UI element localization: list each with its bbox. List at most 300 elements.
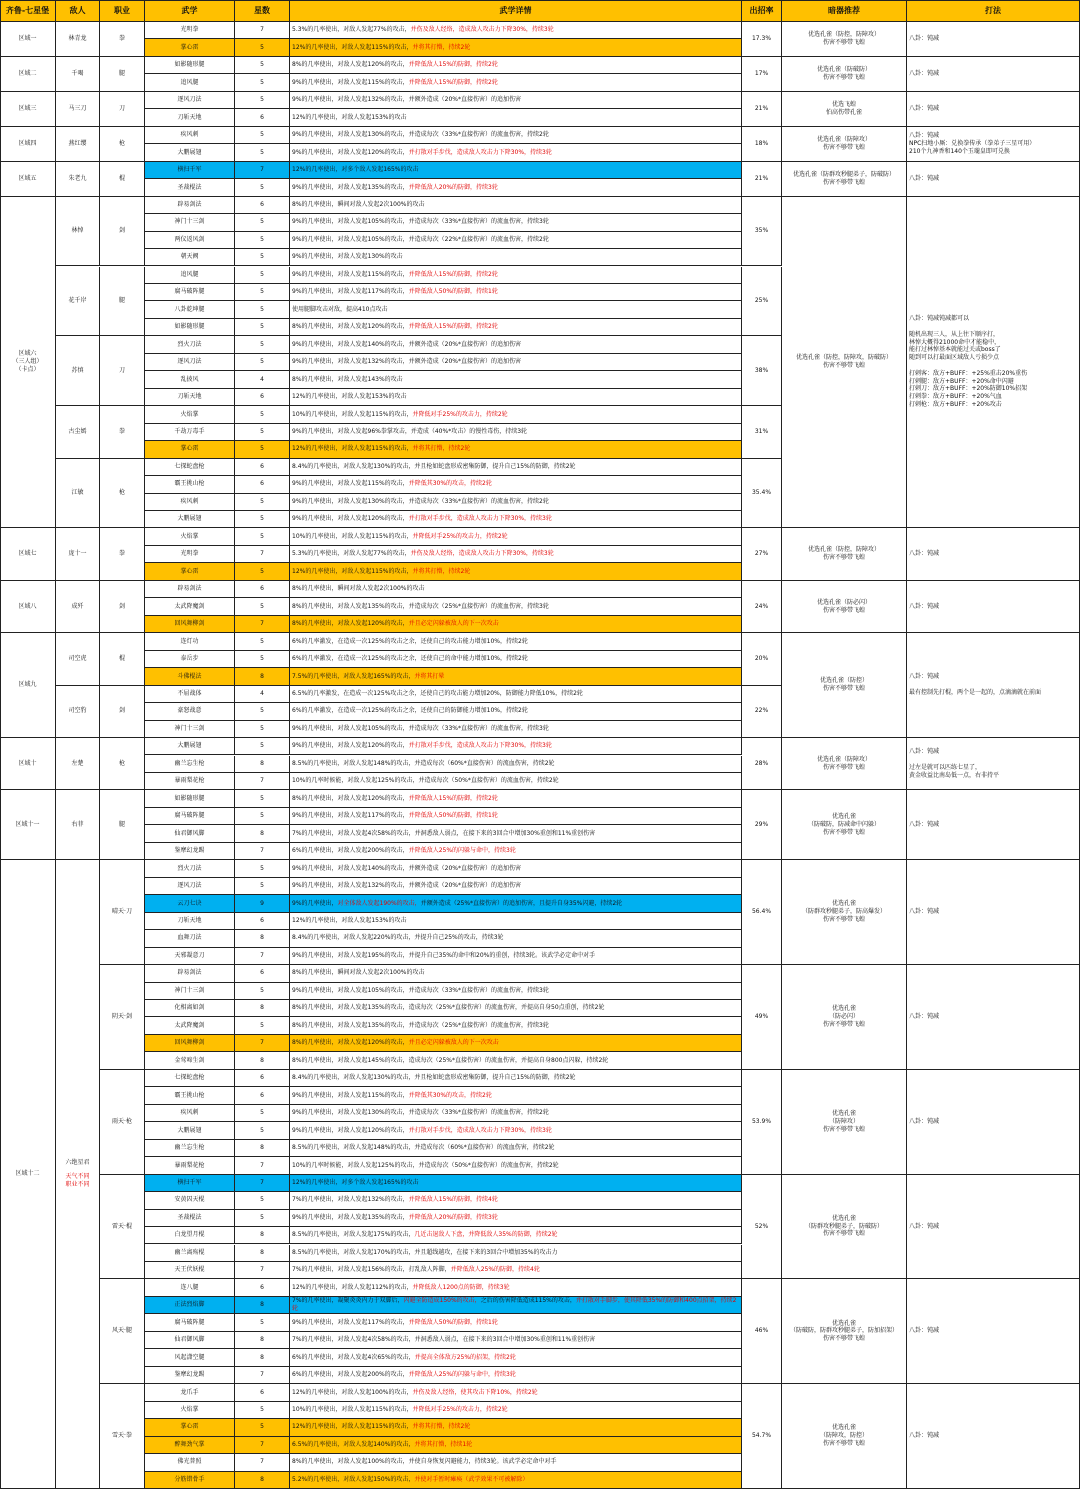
skill-name: 两仪返风剑 [145,232,235,249]
skill-desc: 5.3%的几率使出，对敌人发起77%的攻击， [292,26,411,34]
skill-name: 朝天阙 [145,249,235,266]
skill-name: 逐风刀法 [145,92,235,109]
skill-stars: 5 [235,633,290,650]
skill-detail-text [292,428,527,436]
skill-effect: 并伤及敌人经络，造成敌人攻击力下降30%，持续3轮 [410,26,554,34]
job-label: 拳 [100,528,145,580]
anqi-recommendation: 优选孔雀 （防破防，防减命中闪躲） 伤害不够带飞蝗 [782,790,907,860]
skill-desc: 8.4%的几率使出，对敌人发起220%的攻击，并提升自己25%的攻击，持续3轮 [292,934,504,942]
skill-desc: 12%的几率使出，对敌人发起153%的攻击 [292,113,407,121]
region-label: 区域十 [0,738,56,790]
skill-name: 七探蛇盘枪 [145,459,235,476]
skill-stars: 6 [235,1279,290,1296]
skill-detail-text [292,620,499,628]
skill-desc: 9%的几率使出，对敌人发起135%的攻击， [292,183,409,191]
skill-stars: 7 [235,616,290,633]
skill-name: 辟易剑法 [145,581,235,598]
enemy-name: 右菲 [56,790,100,860]
skill-name: 火焰掌 [145,1402,235,1419]
skill-stars: 5 [235,598,290,615]
skill-stars: 7 [235,1437,290,1454]
skill-detail-text [292,1074,576,1082]
skill-desc: 9%的几率使出，对敌人发起132%的攻击，并额外造成（20%*直接伤害）的追加伤害 [292,882,522,890]
skill-detail [290,424,742,441]
appear-rate: 17% [742,57,782,92]
skill-desc: 10%的几率使出，对敌人发起115%的攻击， [292,1406,413,1413]
skill-name: 龙爪手 [145,1384,235,1401]
job-label: 枪 [100,738,145,790]
appear-rate: 53.9% [742,1070,782,1175]
skill-detail-text [292,166,419,174]
enemy-name: 林青龙 [56,22,100,57]
skill-name: 横扫千军 [145,1175,235,1192]
strategy-text: 八卦：钝减 [907,57,1080,92]
skill-detail-text [292,1458,557,1466]
job-label: 腿 [100,790,145,860]
skill-detail [290,127,742,144]
skill-desc: 8.4%的几率使出，对敌人发起130%的攻击，并且枪如蛇盘形成密集防御，提升自己15%的防御，持续2轮 [292,462,576,470]
appear-rate: 56.4% [742,860,782,965]
strategy-text: 八卦：钝减 [907,22,1080,57]
skill-effect: 并降低敌人20%的防御，持续3轮 [408,183,498,191]
skill-name: 烈火刀法 [145,860,235,877]
skill-detail-text [292,376,403,384]
skill-detail-text [292,690,583,698]
skill-desc: 8%的几率使出，瞬间对敌人发起2次100%的攻击 [292,200,425,208]
skill-name: 辟易剑法 [145,197,235,214]
skill-desc: 9%的几率使出， [292,899,338,907]
skill-detail [290,633,742,650]
enemy-name: 燕红缨 [56,127,100,162]
anqi-recommendation: 优选孔雀 （防必闪） 伤害不够带飞蝗 [782,965,907,1070]
skill-detail [290,406,742,423]
skill-desc: 8%的几率使出，对敌人发起135%的攻击，造成每次（25%*直接伤害）的流血伤害，并提高自身50点重创，持续2轮 [292,1004,605,1012]
skill-stars: 7 [235,162,290,179]
skill-desc: 12%的几率使出，对敌人发起115%的攻击， [292,1423,413,1431]
skill-desc: 6.5%的几率使出，对敌人发起140%的攻击， [292,1440,415,1448]
skill-detail [290,371,742,388]
skill-name: 大鹏展翅 [145,511,235,528]
skill-desc: 9%的几率使出，对敌人发起130%的攻击 [292,253,403,261]
anqi-recommendation: 优选孔雀 （防群攻秒腿弟子，防高爆发） 伤害不够带飞蝗 [782,860,907,965]
skill-detail-text [292,550,554,558]
skill-desc: 8%的几率使出，对敌人发起120%的攻击， [292,794,409,802]
skill-stars: 8 [235,1332,290,1349]
skill-detail [290,825,742,842]
skill-desc: 10%的几率时候能，对敌人发起125%的攻击，并造成每次（50%*直接伤害）的流血伤害，持续2轮 [292,777,559,785]
skill-name: 掌心雷 [145,1419,235,1436]
skill-desc: 8.5%的几率使出，对敌人发起170%的攻击，并且超线越攻，在接下来的3回合中增加35%的攻击力 [292,1248,558,1256]
job-label: 刀 [100,336,145,406]
strategy-text: 八卦：钝减 [907,581,1080,633]
region-label: 区域四 [0,127,56,162]
skill-detail [290,686,742,703]
skill-name: 大鹏展翅 [145,738,235,755]
skill-detail-text [292,812,498,820]
column-header: 星数 [235,0,290,22]
skill-effect: 并使对手暂时瘫痪（武学效果不可被解除） [414,1475,529,1483]
skill-name: 掌心雷 [145,441,235,458]
job-label: 雨天·枪 [100,1070,145,1175]
skill-stars: 5 [235,738,290,755]
skill-detail-text [292,184,498,192]
column-header: 职业 [100,0,145,22]
strategy-text: 八卦：钝减 NPC扫地小厮：兑换拳传承（拳弟子三星可用） 210个九神香和140个玉瓏皇即可兑换 [907,127,1080,162]
skill-detail-text [292,969,425,977]
skill-detail [290,476,742,493]
skill-effect: 并提高全体敌方25%的招架，持续2轮 [414,1353,516,1361]
skill-effect: 并降低敌人15%的防御，持续2轮 [408,794,498,802]
skill-name: 如影随形腿 [145,790,235,807]
skill-desc: 8%的几率使出，瞬间对敌人发起2次100%的攻击 [292,969,425,977]
skill-effect: 并降低其30%的攻击，持续2轮 [408,480,492,488]
skill-desc: 8%的几率使出，对敌人发起135%的攻击，并造成每次（25%*直接伤害）的流血伤害，持续3轮 [292,602,549,610]
skill-effect: 并伤及敌人经络，使其攻击下降10%，持续2轮 [412,1388,538,1396]
skill-effect: 并降低敌人50%的防御，持续1轮 [408,1318,498,1326]
job-label: 枪 [100,127,145,162]
skill-desc: 7%的几率使出，对敌人发起132%的攻击， [292,1196,409,1204]
skill-desc: 8.5%的几率使出，对敌人发起148%的攻击，并造成每次（60%*直接伤害）的流血伤害，持续2轮 [292,759,555,767]
skill-detail-text [292,1127,552,1135]
skill-detail [290,389,742,406]
skill-stars: 5 [235,983,290,1000]
skill-detail-text [292,1371,516,1379]
skill-desc: 9%的几率使出，对敌人发起117%的攻击， [292,288,409,296]
skill-stars: 5 [235,406,290,423]
skill-stars: 5 [235,494,290,511]
column-header: 敌人 [56,0,100,22]
skill-stars: 5 [235,57,290,74]
skill-effect: 并降低对手25%的攻击力，持续2轮 [412,410,508,418]
skill-detail [290,1454,742,1471]
region-label: 区域十二 [0,860,56,1489]
skill-detail-text [292,707,528,715]
skill-name: 大鹏展翅 [145,1122,235,1139]
skill-detail [290,738,742,755]
skill-detail-text [292,1336,595,1344]
anqi-recommendation: 优选孔雀（防障攻） 伤害不够带飞蝗 [782,738,907,790]
skill-stars: 5 [235,790,290,807]
skill-detail [290,1227,742,1244]
region-label: 区域三 [0,92,56,127]
skill-detail-text [292,952,595,960]
skill-detail [290,1210,742,1227]
skill-name: 刀斩天地 [145,389,235,406]
skill-name: 云刀七诀 [145,895,235,912]
enemy-name: 司空虎 [56,633,100,685]
skill-desc: 9%的几率使出，对敌人发起140%的攻击，并额外造成（20%*直接伤害）的追加伤害 [292,340,522,348]
skill-desc: 6%的几率激发，在造成一次125%的攻击之余，还使自己的命中能力增加10%，持续2轮 [292,655,528,663]
skill-detail-text [292,1231,558,1239]
skill-desc: 6%的几率使出，对敌人发起200%的攻击， [292,847,409,855]
skill-stars: 7 [235,843,290,860]
skill-detail-text [292,358,521,366]
skill-desc: 9%的几率使出，对敌人发起117%的攻击， [292,1318,409,1326]
skill-stars: 6 [235,1070,290,1087]
skill-stars: 7 [235,1157,290,1174]
skill-detail [290,354,742,371]
skill-name: 千劫万毒手 [145,424,235,441]
skill-detail [290,1262,742,1279]
skill-desc: 7%的几率使出，对敌人发起4次58%的攻击，并洞悉敌人弱点，在接下来的3回合中增加30%重创和11%重创伤害 [292,1336,596,1344]
job-label: 拳 [100,406,145,458]
skill-desc: 10%的几率时候能，对敌人发起125%的攻击，并造成每次（50%*直接伤害）的流血伤害，持续2轮 [292,1161,559,1169]
skill-detail-text [292,201,425,209]
skill-detail-text [292,795,498,803]
column-header: 暗器推荐 [782,0,907,22]
skill-detail-text [292,1266,540,1274]
skill-desc: 7%的几率使出，凝聚炎炎内力于双脚后， [292,1297,404,1305]
appear-rate: 54.7% [742,1384,782,1489]
appear-rate: 31% [742,406,782,458]
skill-name: 斗佛棍法 [145,668,235,685]
skill-desc: 8%的几率使出，对敌人发起120%的攻击， [292,323,409,331]
skill-detail [290,1332,742,1349]
skill-desc-extra: 之后的伤害降低造成115%的攻击， [480,1297,576,1305]
skill-detail-text [292,1423,470,1431]
skill-detail-text [292,411,508,419]
skill-name: 鉴摩幻龙踢 [145,1367,235,1384]
skill-stars: 8 [235,1227,290,1244]
skill-detail-text [292,44,470,52]
appear-rate: 27% [742,528,782,580]
skill-detail-text [292,341,521,349]
skill-stars: 5 [235,354,290,371]
skill-detail [290,494,742,511]
skill-name: 仙君御风脚 [145,1332,235,1349]
skill-detail-text [292,480,492,488]
enemy-name: 司空豹 [56,686,100,738]
region-label: 区域六 （三人组） （卡点） [0,197,56,529]
appear-rate: 21% [742,92,782,127]
skill-desc: 12%的几率使出，对敌人发起112%的攻击， [292,1283,413,1291]
skill-stars: 5 [235,179,290,196]
skill-detail-text [292,568,470,576]
job-label: 枪 [100,459,145,529]
skill-desc: 10%的几率使出，对敌人发起115%的攻击， [292,532,413,540]
skill-name: 掌心雷 [145,563,235,580]
skill-name: 分筋错骨手 [145,1472,235,1489]
skill-detail [290,1017,742,1034]
skill-detail [290,1122,742,1139]
skill-name: 腐马破阵腿 [145,1314,235,1331]
job-label: 棍 [100,162,145,197]
skill-desc: 12%的几率使出，对敌人发起153%的攻击 [292,393,407,401]
skill-stars: 5 [235,651,290,668]
skill-desc: 9%的几率使出，对敌人发起120%的攻击， [292,1126,409,1134]
skill-name: 泰岳步 [145,651,235,668]
skill-name: 圣裁棍法 [145,1210,235,1227]
skill-effect: 并降低敌人15%的防御，持续2轮 [408,61,498,69]
skill-stars: 5 [235,39,290,56]
skill-effect: 并降低敌人25%的闪躲与命中，持续3轮 [408,847,516,855]
skill-detail [290,965,742,982]
skill-name: 连灯功 [145,633,235,650]
anqi-recommendation: 优选孔雀 （防障攻） 伤害不够带飞蝗 [782,1070,907,1175]
enemy-name: 林悼 [56,197,100,267]
skill-detail [290,1419,742,1436]
skill-name: 如影随形腿 [145,57,235,74]
skill-name: 豪怒战意 [145,703,235,720]
skill-effect: 并降低敌人25%的防御，持续4轮 [450,1266,540,1274]
skill-name: 太武降魔剑 [145,598,235,615]
skill-detail [290,546,742,563]
enemy-name: 马三刀 [56,92,100,127]
skill-stars: 5 [235,249,290,266]
skill-detail-text [292,655,528,663]
appear-rate: 20% [742,633,782,685]
skill-name: 疾风刺 [145,127,235,144]
skill-detail [290,1314,742,1331]
skill-stars: 5 [235,144,290,161]
anqi-recommendation: 优选孔雀（防障攻） 伤害不够带飞蝗 [782,127,907,162]
anqi-recommendation: 优选孔雀（防群攻秒腿弟子，防破防） 伤害不够带飞蝗 [782,162,907,197]
appear-rate: 52% [742,1175,782,1280]
skill-effect: 并降低敌人15%的防御，持续2轮 [408,270,498,278]
skill-detail [290,528,742,545]
skill-detail [290,39,742,56]
strategy-text: 八卦：钝减 [907,790,1080,860]
skill-detail-text [292,323,498,331]
skill-detail [290,232,742,249]
skill-effect: 并降低敌人15%的防御，持续2轮 [408,323,498,331]
appear-rate: 46% [742,1279,782,1384]
skill-stars: 9 [235,895,290,912]
skill-effect-extra: 并打散对手脚步，使其降低35%的防御和400点招架，持续2轮 [292,1297,737,1313]
skill-detail [290,1367,742,1384]
skill-effect: 几近击退敌人下盘，并降低敌人35%的防御，持续2轮 [414,1231,558,1239]
job-label: 刀 [100,92,145,127]
skill-name: 疾风刺 [145,494,235,511]
skill-detail [290,895,742,912]
job-label: 晴天·刀 [100,860,145,965]
skill-stars: 5 [235,1210,290,1227]
skill-name: 逐风刀法 [145,878,235,895]
skill-name: 暴雨梨花枪 [145,773,235,790]
enemy-name: 花千岸 [56,267,100,337]
skill-stars: 5 [235,1402,290,1419]
skill-name: 幽兰忘生枪 [145,1140,235,1157]
enemy-label-group [65,1159,89,1188]
skill-stars: 6 [235,1087,290,1104]
skill-effect: 并降低敌人15%的防御，持续2轮 [408,78,498,86]
skill-stars: 5 [235,878,290,895]
skill-detail-text [292,1196,498,1204]
skill-name: 金莺啼生剑 [145,1052,235,1069]
appear-rate: 24% [742,581,782,633]
skill-stars: 5 [235,441,290,458]
skill-name: 如影随形腿 [145,319,235,336]
skill-name: 天王伏妖棍 [145,1262,235,1279]
skill-detail-text [292,149,552,157]
strategy-text: 八卦：钝减 [907,162,1080,197]
column-header: 武学 [145,0,235,22]
job-label: 棍 [100,633,145,685]
job-label: 剑 [100,581,145,633]
skill-effect: 并降低敌人20%的防御，持续3轮 [408,1213,498,1221]
skill-detail [290,1297,742,1314]
skill-desc: 12%的几率使出，对多个敌人发起165%的攻击 [292,166,419,174]
skill-detail [290,1070,742,1087]
region-label: 区域一 [0,22,56,57]
skill-detail-text [292,236,549,244]
job-label: 雷天·棍 [100,1175,145,1280]
skill-desc: 8%的几率使出，对敌人发起100%的攻击，并使自身恢复闪避能力，持续3轮。该武学必定命中对手 [292,1458,557,1466]
skill-stars: 8 [235,668,290,685]
skill-stars: 8 [235,1297,290,1314]
skill-detail [290,721,742,738]
strategy-text: 八卦：钝减钝减都可以 随机出现三人，从上往下顺序打， 林悼大概得21000命中才能稳中， 能打过林悼基本就能过关或boss了 随到可以打最面区域敌人亏损少点 打刺客：敌方+BUFF：+25%重击20%重伤 打刺腿：敌方+BUFF：+20%命中闪避 打刺刀：敌方+BUFF：+20%防御10%招架 打刺拳：敌方+BUFF：+20%气血 打刺枪：敌方+BUFF：+20%攻击 [907,197,1080,529]
skill-desc: 8%的几率使出，对敌人发起135%的攻击，并造成每次（25%*直接伤害）的流血伤害，持续3轮 [292,1021,549,1029]
skill-effect: 闪避全防造成150%的攻击， [403,1297,481,1305]
skill-detail-text [292,96,521,104]
skill-detail-text [292,638,528,646]
skill-stars: 6 [235,965,290,982]
skill-stars: 5 [235,267,290,284]
skill-name: 回风舞柳剑 [145,1035,235,1052]
skill-detail-text [292,917,407,925]
skill-stars: 5 [235,232,290,249]
job-label: 腿 [100,57,145,92]
skill-desc: 9%的几率使出，对敌人发起130%的攻击，并造成每次（33%*直接伤害）的流血伤害，持续2轮 [292,1109,549,1117]
skill-effect: 并降低其30%的攻击，持续2轮 [408,1091,492,1099]
skill-stars: 5 [235,703,290,720]
skill-name: 神门十三剑 [145,214,235,231]
skill-detail-text [292,26,554,34]
skill-desc: 9%的几率使出，对敌人发起96%拳掌攻击，并造成（40%*攻击）的慢性毒伤，持续3轮 [292,428,528,435]
skill-desc: 10%的几率使出，对敌人发起115%的攻击， [292,410,413,418]
skill-stars: 4 [235,371,290,388]
skill-stars: 8 [235,1349,290,1366]
appear-rate: 18% [742,127,782,162]
skill-detail-text [292,271,498,279]
skill-desc: 9%的几率使出，对敌人发起120%的攻击， [292,515,409,523]
anqi-recommendation: 优选孔雀（防控，防障攻） 伤害不够带飞蝗 [782,22,907,57]
skill-detail-text [292,603,549,611]
skill-name: 白龙望月棍 [145,1227,235,1244]
skill-stars: 8 [235,1052,290,1069]
skill-desc: 9%的几率使出，对敌人发起132%的攻击，并额外造成（20%*直接伤害）的追加伤害 [292,96,522,104]
skill-name: 佛光普照 [145,1454,235,1471]
skill-detail-text [292,288,498,296]
skill-desc: 12%的几率使出，对敌人发起115%的攻击， [292,567,413,575]
skill-name: 圣裁棍法 [145,179,235,196]
region-label: 区域五 [0,162,56,197]
skill-stars: 5 [235,214,290,231]
column-header: 打法 [907,0,1080,22]
column-header: 出招率 [742,0,782,22]
skill-name: 追风腿 [145,267,235,284]
skill-detail [290,581,742,598]
skill-stars: 4 [235,686,290,703]
skill-name: 刀斩天地 [145,109,235,126]
skill-detail-text [292,79,498,87]
skill-detail [290,756,742,773]
skill-detail [290,179,742,196]
skill-desc: 8%的几率使出，瞬间对敌人发起2次100%的攻击 [292,585,425,593]
skill-name: 腐马破阵腿 [145,808,235,825]
anqi-recommendation: 优选孔雀 （防障攻，防控） 伤害不够带飞蝗 [782,1384,907,1489]
skill-name: 掌心雷 [145,39,235,56]
enemy-name: 成歼 [56,581,100,633]
skill-detail [290,162,742,179]
appear-rate: 28% [742,738,782,790]
skill-name: 连八腿 [145,1279,235,1296]
skill-detail-text [292,498,549,506]
skill-name: 光明拳 [145,22,235,39]
skill-effect: 并且必定闪躲被敌人的下一次攻击 [408,620,499,628]
enemy-name-text: 六绝星君 [65,1159,90,1167]
